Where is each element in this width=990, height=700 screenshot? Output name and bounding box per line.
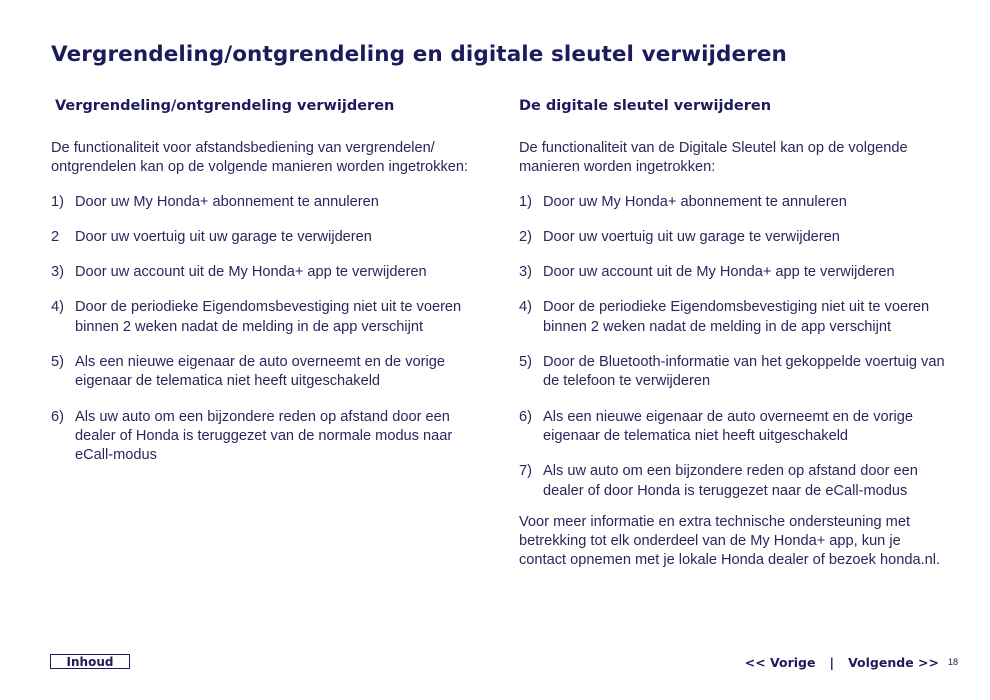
list-item-number: 3) [519, 264, 532, 281]
list-item-text: Als uw auto om een bijzondere reden op afstand door een dealer of door Honda is teruggezet naar de eCall-modus [543, 463, 918, 499]
list-item [51, 353, 476, 392]
left-intro: De functionaliteit voor afstandsbediening van vergrendelen/ ontgrendelen kan op de volgende manieren worden ingetrokken: [51, 140, 469, 176]
list-item-text: Door de Bluetooth-informatie van het gekoppelde voertuig van de telefoon te verwijderen [543, 354, 945, 390]
list-item-number: 3) [51, 264, 64, 281]
list-item [519, 408, 949, 447]
nav-separator: | [829, 654, 835, 670]
page-title: Vergrendeling/ontgrendeling en digitale sleutel verwijderen [51, 42, 787, 67]
list-item-text: Door uw My Honda+ abonnement te annuleren [543, 193, 847, 210]
list-item [51, 298, 476, 337]
right-outro: Voor meer informatie en extra technische ondersteuning met betrekking tot elk onderdeel van de My Honda+ app, kun je contact opnemen met je lokale Honda dealer of bezoek honda.nl. [519, 513, 941, 569]
list-item [519, 353, 949, 392]
list-item-number: 5) [51, 354, 64, 371]
page-number: 18 [947, 657, 958, 667]
list-item-text: Door uw voertuig uit uw garage te verwijderen [543, 228, 840, 245]
list-item [519, 298, 949, 337]
page-navigation [745, 654, 958, 670]
list-item-number: 4) [519, 299, 532, 316]
list-item [519, 263, 949, 282]
contents-button[interactable]: Inhoud [50, 654, 130, 669]
list-item-number: 2 [51, 228, 60, 245]
left-heading: Vergrendeling/ontgrendeling verwijderen [55, 98, 395, 114]
list-item [51, 193, 476, 212]
right-intro: De functionaliteit van de Digitale Sleutel kan op de volgende manieren worden ingetrokken: [519, 140, 908, 176]
list-item-text: Door de periodieke Eigendomsbevestiging niet uit te voeren binnen 2 weken nadat de melding in de app verschijnt [75, 299, 462, 335]
list-item-text: Als uw auto om een bijzondere reden op afstand door een dealer of Honda is teruggezet van de normale modus naar eCall-modus [75, 408, 453, 464]
right-heading: De digitale sleutel verwijderen [519, 98, 772, 114]
list-item-number: 4) [51, 299, 64, 316]
list-item-text: Door uw account uit de My Honda+ app te verwijderen [75, 264, 427, 281]
list-item [51, 408, 476, 466]
left-column [51, 95, 476, 482]
list-item-text: Door uw voertuig uit uw garage te verwijderen [75, 228, 372, 245]
list-item-text: Door de periodieke Eigendomsbevestiging niet uit te voeren binnen 2 weken nadat de melding in de app verschijnt [543, 299, 930, 335]
list-item-number: 7) [519, 463, 532, 480]
list-item-number: 1) [51, 193, 64, 210]
right-column [519, 95, 949, 571]
list-item-number: 6) [51, 408, 64, 425]
list-item-text: Door uw My Honda+ abonnement te annuleren [75, 193, 379, 210]
list-item-number: 1) [519, 193, 532, 210]
list-item [51, 228, 476, 247]
list-item [519, 193, 949, 212]
list-item [51, 263, 476, 282]
list-item-number: 6) [519, 408, 532, 425]
list-item-number: 5) [519, 354, 532, 371]
list-item-text: Als een nieuwe eigenaar de auto overneemt en de vorige eigenaar de telematica niet heeft uitgeschakeld [75, 354, 445, 390]
list-item-text: Door uw account uit de My Honda+ app te verwijderen [543, 264, 895, 281]
list-item-text: Als een nieuwe eigenaar de auto overneemt en de vorige eigenaar de telematica niet heeft uitgeschakeld [543, 408, 913, 444]
next-page-link[interactable]: Volgende >> [848, 654, 939, 670]
list-item [519, 228, 949, 247]
left-list [51, 193, 476, 466]
right-list [519, 193, 949, 501]
previous-page-link[interactable]: << Vorige [744, 654, 816, 670]
list-item-number: 2) [519, 228, 532, 245]
list-item [519, 462, 949, 501]
